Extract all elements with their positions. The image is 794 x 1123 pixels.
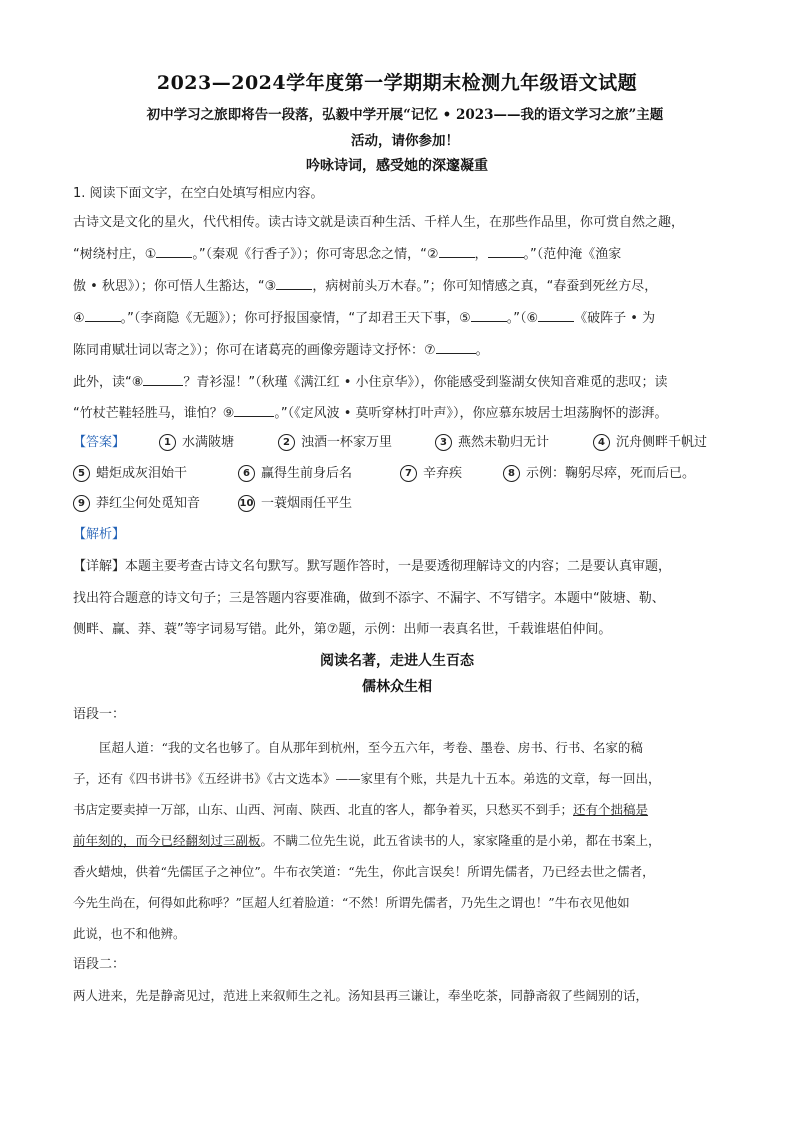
question-text-line — [73, 275, 733, 297]
blank-4[interactable] — [85, 307, 121, 322]
question-text-line — [73, 371, 733, 393]
answer-label: 【答案】 — [73, 435, 126, 450]
answer-item — [73, 464, 187, 484]
text-segment: 傲 • 秋思》）；你可悟人生豁达，“③ — [73, 279, 277, 294]
passage-line — [73, 794, 733, 825]
text-segment: ， — [474, 247, 488, 262]
answer-text: 沉舟侧畔千帆过 — [616, 435, 708, 450]
number-circle: 9 — [73, 495, 90, 512]
answer-row-3 — [73, 494, 733, 516]
detail-label: 【详解】 — [73, 559, 126, 574]
blank-2a[interactable] — [439, 243, 475, 258]
answer-row-2 — [73, 464, 733, 486]
answer-text: 示例：鞠躬尽瘁，死而后已。 — [526, 466, 696, 481]
answer-text: 浊酒一杯家万里 — [301, 435, 393, 450]
passage-one — [73, 732, 733, 949]
answer-text: 一蓑烟雨任平生 — [261, 496, 353, 511]
passage-line: 子，还有《四书讲书》《五经讲书》《古文选本》——家里有个账，共是九十五本。弟选的文章，每一回出， — [73, 771, 661, 786]
blank-8[interactable] — [143, 371, 183, 386]
text-segment: 。 — [475, 343, 489, 358]
analysis-text: 本题主要考查古诗文名句默写。默写题作答时，一是要透彻理解诗文的内容；二是要认真审题， — [125, 559, 672, 574]
passage-label: 语段一： — [73, 707, 126, 722]
text-segment: 。”（⑥ — [506, 311, 539, 326]
answer-item — [503, 464, 695, 484]
analysis-line: 找出符合题意的诗文句子；三是答题内容要准确，做到不添字、不漏字、不写错字。本题中“陂塘、勒、 — [73, 591, 665, 606]
answer-text: 水满陂塘 — [182, 435, 235, 450]
activity-intro — [95, 102, 715, 154]
answer-text: 赢得生前身后名 — [261, 466, 353, 481]
text-segment: 陈同甫赋壮词以寄之》）；你可在诸葛亮的画像旁题诗文抒怀：⑦ — [73, 343, 436, 358]
blank-6[interactable] — [538, 307, 574, 322]
question-prompt: 1. 阅读下面文字，在空白处填写相应内容。 — [73, 186, 324, 201]
answer-item — [238, 464, 352, 484]
analysis-line: 侧畔、赢、莽、蓑”等字词易写错。此外，第⑦题，示例：出师一表真名世，千载谁堪伯仲间。 — [73, 622, 612, 637]
question-text-line: 古诗文是文化的星火，代代相传。读古诗文就是读百种生活、千样人生，在那些作品里，你可赏自然之趣， — [73, 215, 685, 230]
answer-item — [238, 494, 352, 514]
blank-3[interactable] — [276, 275, 312, 290]
underlined-segment: 前年刻的，而今已经翻刻过三副板 — [73, 833, 261, 848]
section-heading-poetry: 吟咏诗词，感受她的深邃凝重 — [306, 158, 488, 174]
blank-7[interactable] — [436, 339, 476, 354]
answer-row-1 — [73, 433, 733, 455]
answer-item — [73, 494, 200, 514]
number-circle: 7 — [400, 465, 417, 482]
number-circle: 4 — [593, 434, 610, 451]
passage-line: 香火蜡烛，供着“先儒匡子之神位”。牛布衣笑道：“先生，你此言误矣！所谓先儒者，乃已经去世之儒者， — [73, 864, 655, 879]
passage-segment: 书店定要卖掉一万部，山东、山西、河南、陕西、北直的客人，都争着买，只愁买不到手； — [73, 802, 574, 817]
number-circle: 2 — [278, 434, 295, 451]
analysis-label: 【解析】 — [73, 527, 126, 542]
answer-text: 蜡炬成灰泪始干 — [96, 466, 188, 481]
text-segment: 此外，读“⑧ — [73, 375, 144, 390]
answer-text: 莽红尘何处觅知音 — [96, 496, 201, 511]
blank-1[interactable] — [156, 243, 192, 258]
passage-two — [73, 980, 733, 1011]
analysis-line — [73, 557, 733, 577]
text-segment: 。”（李商隐《无题》）；你可抒报国豪情，“了却君王天下事，⑤ — [120, 311, 471, 326]
question-text-line — [73, 402, 733, 424]
section-subheading: 儒林众生相 — [362, 679, 432, 695]
exam-title: 2023—2024学年度第一学期期末检测九年级语文试题 — [156, 72, 638, 94]
text-segment: “树绕村庄，① — [73, 247, 157, 262]
number-circle: 3 — [435, 434, 452, 451]
intro-line-1: 初中学习之旅即将告一段落，弘毅中学开展“记忆 • 2023——我的语文学习之旅”主题 — [146, 107, 664, 123]
underlined-segment: 还有个拙稿是 — [573, 802, 649, 817]
answer-item — [435, 433, 549, 453]
number-circle: 5 — [73, 465, 90, 482]
answer-item — [400, 464, 462, 484]
section-heading-classics: 阅读名著，走进人生百态 — [320, 653, 474, 669]
answer-item — [278, 433, 392, 453]
passage-label: 语段二： — [73, 957, 126, 972]
number-circle: 1 — [159, 434, 176, 451]
question-text-line — [73, 339, 733, 361]
text-segment: “竹杖芒鞋轻胜马，谁怕？⑨ — [73, 406, 235, 421]
passage-line: 两人进来，先是静斋见过，范进上来叙师生之礼。汤知县再三谦让，奉坐吃茶，同静斋叙了些阔别的话， — [73, 988, 649, 1003]
intro-line-2: 活动，请你参加！ — [351, 133, 459, 149]
text-segment: 。”（范仲淹《渔家 — [523, 247, 622, 262]
answer-item — [159, 433, 234, 453]
number-circle: 6 — [238, 465, 255, 482]
number-circle: 8 — [503, 465, 520, 482]
text-segment: ？青衫湿！”（秋瑾《满江红 • 小住京华》），你能感受到鉴湖女侠知音难觅的悲叹；读 — [183, 375, 668, 390]
question-text-line — [73, 243, 733, 265]
passage-line: 匡超人道：“我的文名也够了。自从那年到杭州，至今五六年，考卷、墨卷、房书、行书、名家的稿 — [99, 740, 643, 755]
blank-5[interactable] — [471, 307, 507, 322]
text-segment: ，病树前头万木春。”；你可知情感之真，“春蚕到死丝方尽， — [312, 279, 658, 294]
blank-9[interactable] — [234, 402, 274, 417]
text-segment: 《破阵子 • 为 — [574, 311, 656, 326]
answer-item — [593, 433, 707, 453]
passage-line: 此说，也不和他辨。 — [73, 926, 186, 941]
answer-text: 辛弃疾 — [423, 466, 463, 481]
answer-text: 燕然未勒归无计 — [458, 435, 550, 450]
blank-2b[interactable] — [488, 243, 524, 258]
text-segment: ④ — [73, 311, 85, 326]
passage-segment: 。不瞒二位先生说，此五省读书的人，家家隆重的是小弟，都在书案上， — [260, 833, 661, 848]
text-segment: 。”（《定风波 • 莫听穿林打叶声》），你应慕东坡居士坦荡胸怀的澎湃。 — [274, 406, 668, 421]
passage-line — [73, 825, 733, 856]
number-circle: 10 — [238, 495, 255, 512]
question-text-line — [73, 307, 733, 329]
text-segment: 。”（秦观《行香子》）；你可寄思念之情，“② — [192, 247, 439, 262]
passage-line: 今先生尚在，何得如此称呼？”匡超人红着脸道：“不然！所谓先儒者，乃先生之谓也！”牛布衣见他如 — [73, 895, 630, 910]
